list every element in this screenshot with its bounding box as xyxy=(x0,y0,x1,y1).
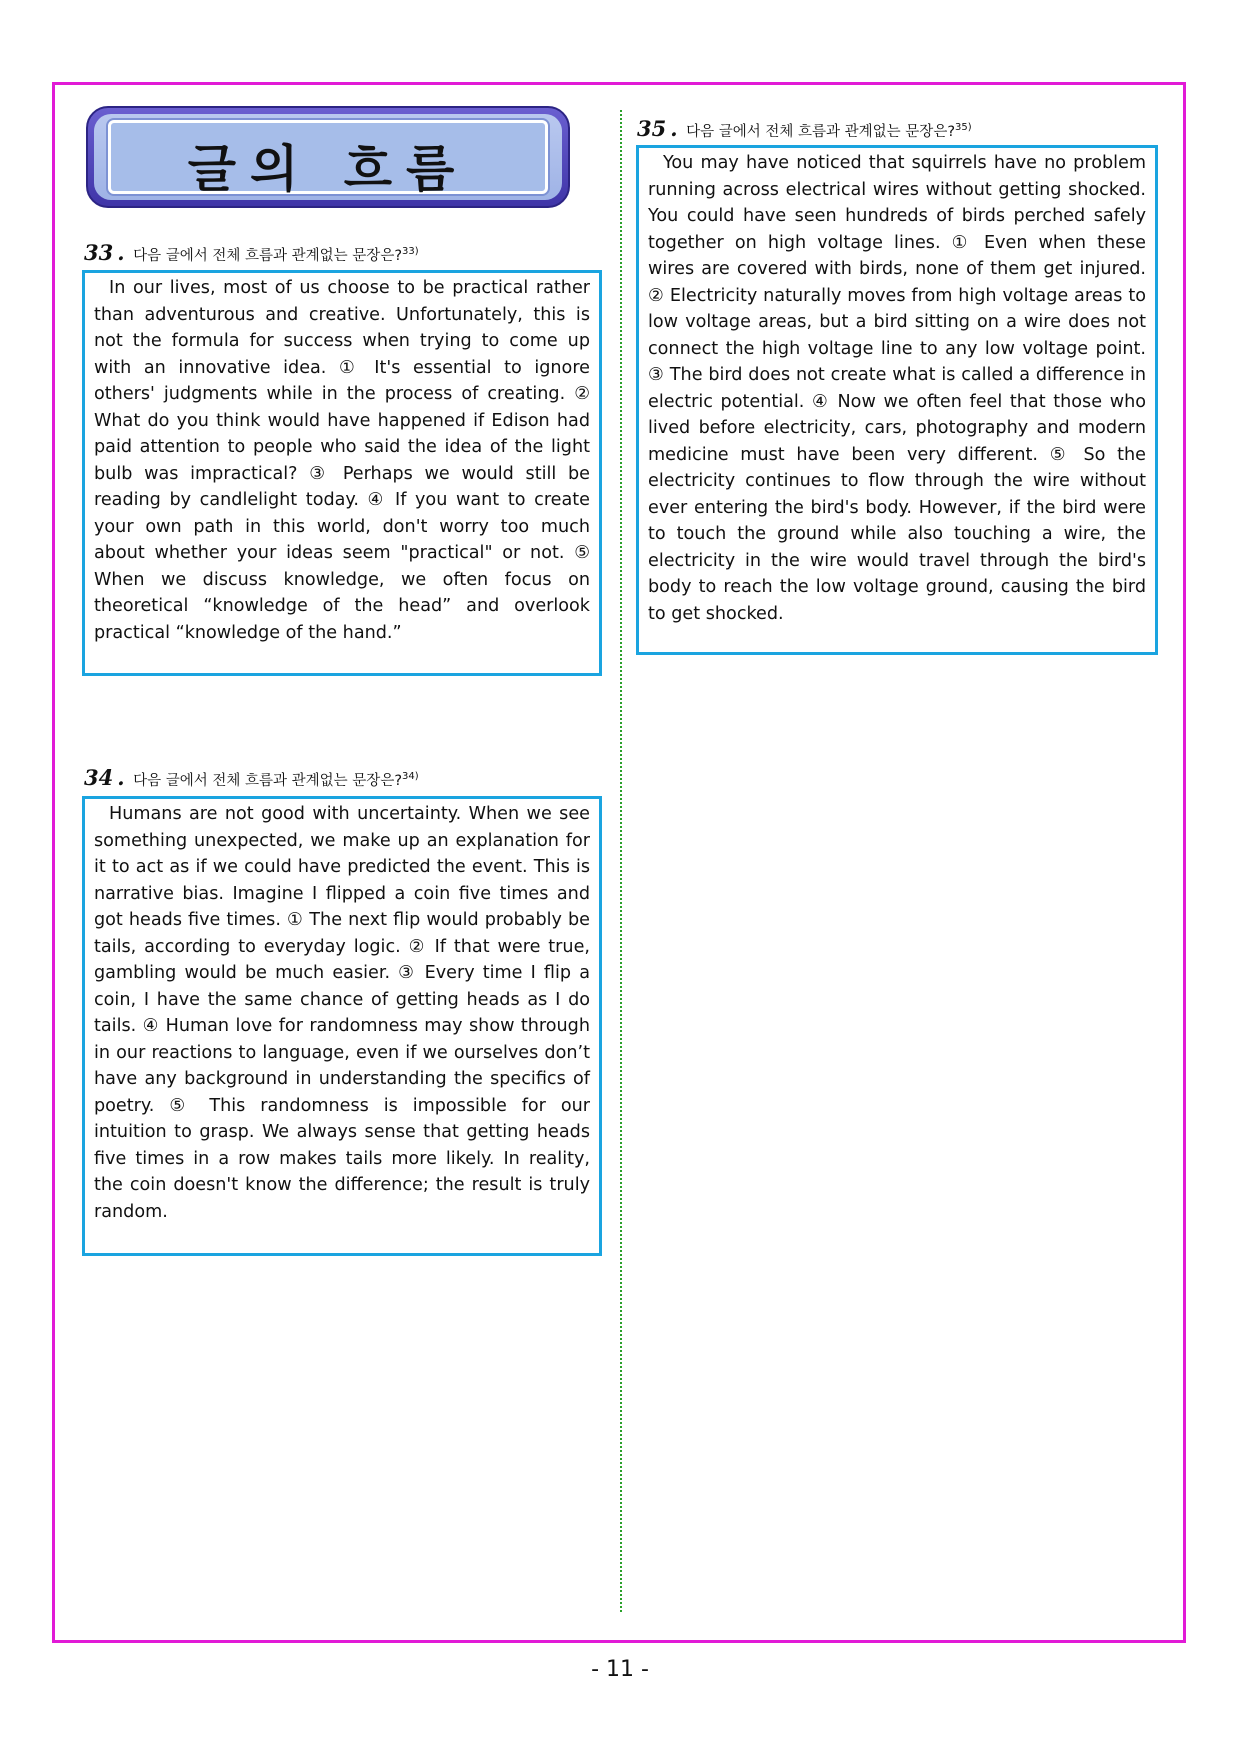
question-35-footnote: 35) xyxy=(955,122,972,134)
question-33-passage-box xyxy=(82,270,602,676)
question-33-prompt: 다음 글에서 전체 흐름과 관계없는 문장은? xyxy=(133,248,403,264)
question-34-passage: Humans are not good with uncertainty. When we see something unexpected, we make up an explanation for it to act as if we could have predicted the event. This is narrative bias. Imagine I flipped a coin five times and got heads five times. ① The next flip would probably be tails, according to everyday logic. ② If that were true, gambling would be much easier. ③ Every time I flip a coin, I have the same chance of getting heads as I do tails. ④ Human love for randomness may show through in our reactions to language, even if we ourselves don’t have any background in understanding the specifics of poetry. ⑤ This randomness is impossible for our intuition to grasp. We always sense that getting heads five times in a row makes tails more likely. In reality, the coin doesn't know the difference; the result is truly random. xyxy=(94,804,590,1222)
question-35-number: 35 xyxy=(637,116,667,141)
question-34-footnote: 34) xyxy=(402,771,419,783)
question-33-number: 33 xyxy=(84,240,114,265)
question-35-passage: You may have noticed that squirrels have no problem running across electrical wires without getting shocked. You could have seen hundreds of birds perched safely together on high voltage lines. ① Even when these wires are covered with birds, none of them get injured. ② Electricity naturally moves from high voltage areas to low voltage areas, but a bird sitting on a wire does not connect the high voltage line to any low voltage point. ③ The bird does not create what is called a difference in electric potential. ④ Now we often feel that those who lived before electricity, cars, photography and modern medicine must have been very different. ⑤ So the electricity continues to flow through the wire without ever entering the bird's body. However, if the bird were to touch the ground while also touching a wire, the electricity in the wire would travel through the bird's body to reach the low voltage ground, causing the bird to get shocked. xyxy=(648,153,1146,624)
question-33-footnote: 33) xyxy=(402,246,419,258)
question-34-header: 34 . 다음 글에서 전체 흐름과 관계없는 문장은?$^{34)}$ xyxy=(84,765,419,790)
question-33-header: 33 . 다음 글에서 전체 흐름과 관계없는 문장은?$^{33)}$ xyxy=(84,240,419,265)
section-title-banner xyxy=(86,106,570,208)
question-33-passage: In our lives, most of us choose to be practical rather than adventurous and creative. Unfortunately, this is not the formula for success when trying to come up with an innovative idea. ① It's essential to ignore others' judgments while in the process of creating. ② What do you think would have happened if Edison had paid attention to people who said the idea of the light bulb was impractical? ③ Perhaps we would still be reading by candlelight today. ④ If you want to create your own path in this world, don't worry too much about whether your ideas seem "practical" or not. ⑤ When we discuss knowledge, we often focus on theoretical “knowledge of the head” and overlook practical “knowledge of the hand.” xyxy=(94,278,590,643)
question-35-prompt: 다음 글에서 전체 흐름과 관계없는 문장은? xyxy=(686,124,956,140)
banner-inner-panel xyxy=(108,120,548,198)
question-34-number: 34 xyxy=(84,765,114,790)
question-35-passage-box xyxy=(636,145,1158,655)
page-number: - 11 - xyxy=(591,1657,649,1682)
column-divider xyxy=(620,110,622,1612)
question-34-passage-box xyxy=(82,796,602,1256)
question-35-header: 35 . 다음 글에서 전체 흐름과 관계없는 문장은?$^{35)}$ xyxy=(637,116,972,141)
section-title: 글의 흐름 xyxy=(187,140,469,198)
question-34-prompt: 다음 글에서 전체 흐름과 관계없는 문장은? xyxy=(133,773,403,789)
